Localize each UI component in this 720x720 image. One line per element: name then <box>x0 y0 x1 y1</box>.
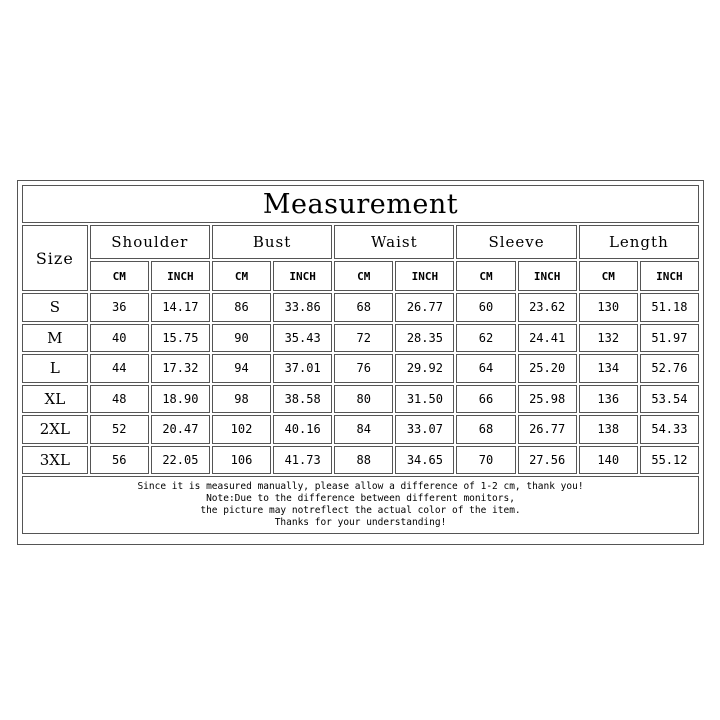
table-cell: 41.73 <box>273 446 332 475</box>
size-label: L <box>22 354 88 383</box>
table-row <box>22 446 699 475</box>
table-cell: 48 <box>90 385 149 414</box>
table-cell: 64 <box>456 354 515 383</box>
table-cell: 90 <box>212 324 271 353</box>
unit-header-inch: INCH <box>395 261 454 291</box>
table-row <box>22 415 699 444</box>
note-line: the picture may notreflect the actual color of the item. <box>200 505 521 516</box>
table-cell: 34.65 <box>395 446 454 475</box>
unit-header-cm: CM <box>334 261 393 291</box>
table-cell: 72 <box>334 324 393 353</box>
chart-title: Measurement <box>22 185 699 223</box>
table-row <box>22 324 699 353</box>
table-cell: 44 <box>90 354 149 383</box>
table-cell: 68 <box>456 415 515 444</box>
table-cell: 132 <box>579 324 638 353</box>
size-table <box>20 183 701 536</box>
table-cell: 37.01 <box>273 354 332 383</box>
table-cell: 40 <box>90 324 149 353</box>
table-cell: 70 <box>456 446 515 475</box>
size-label: 2XL <box>22 415 88 444</box>
table-cell: 62 <box>456 324 515 353</box>
unit-header-cm: CM <box>579 261 638 291</box>
table-cell: 51.18 <box>640 293 699 322</box>
size-label: 3XL <box>22 446 88 475</box>
column-header-bust: Bust <box>212 225 332 259</box>
table-cell: 24.41 <box>518 324 577 353</box>
table-row <box>22 385 699 414</box>
table-cell: 76 <box>334 354 393 383</box>
table-cell: 80 <box>334 385 393 414</box>
table-cell: 35.43 <box>273 324 332 353</box>
table-cell: 84 <box>334 415 393 444</box>
table-cell: 54.33 <box>640 415 699 444</box>
table-row <box>22 354 699 383</box>
table-cell: 68 <box>334 293 393 322</box>
table-cell: 31.50 <box>395 385 454 414</box>
table-cell: 88 <box>334 446 393 475</box>
column-header-waist: Waist <box>334 225 454 259</box>
size-label: S <box>22 293 88 322</box>
table-cell: 17.32 <box>151 354 210 383</box>
unit-header-cm: CM <box>456 261 515 291</box>
table-cell: 52 <box>90 415 149 444</box>
column-header-shoulder: Shoulder <box>90 225 210 259</box>
table-cell: 134 <box>579 354 638 383</box>
table-cell: 25.20 <box>518 354 577 383</box>
table-cell: 15.75 <box>151 324 210 353</box>
table-cell: 38.58 <box>273 385 332 414</box>
note-box <box>22 476 699 534</box>
table-cell: 102 <box>212 415 271 444</box>
size-label: XL <box>22 385 88 414</box>
table-cell: 52.76 <box>640 354 699 383</box>
unit-header-inch: INCH <box>151 261 210 291</box>
table-cell: 22.05 <box>151 446 210 475</box>
unit-header-inch: INCH <box>273 261 332 291</box>
table-cell: 20.47 <box>151 415 210 444</box>
unit-header-cm: CM <box>90 261 149 291</box>
table-cell: 66 <box>456 385 515 414</box>
size-column-header: Size <box>22 225 88 291</box>
size-chart <box>17 180 704 545</box>
table-cell: 53.54 <box>640 385 699 414</box>
table-cell: 27.56 <box>518 446 577 475</box>
table-cell: 136 <box>579 385 638 414</box>
table-cell: 26.77 <box>518 415 577 444</box>
column-header-sleeve: Sleeve <box>456 225 576 259</box>
table-cell: 14.17 <box>151 293 210 322</box>
unit-header-inch: INCH <box>518 261 577 291</box>
table-row <box>22 293 699 322</box>
note-line: Since it is measured manually, please allow a difference of 1-2 cm, thank you! <box>137 481 584 492</box>
table-cell: 140 <box>579 446 638 475</box>
table-cell: 36 <box>90 293 149 322</box>
table-cell: 56 <box>90 446 149 475</box>
table-cell: 40.16 <box>273 415 332 444</box>
table-cell: 23.62 <box>518 293 577 322</box>
note-line: Note:Due to the difference between different monitors, <box>206 493 515 504</box>
unit-header-inch: INCH <box>640 261 699 291</box>
table-cell: 130 <box>579 293 638 322</box>
table-cell: 98 <box>212 385 271 414</box>
table-cell: 25.98 <box>518 385 577 414</box>
table-cell: 26.77 <box>395 293 454 322</box>
table-cell: 55.12 <box>640 446 699 475</box>
table-cell: 33.07 <box>395 415 454 444</box>
table-cell: 94 <box>212 354 271 383</box>
table-cell: 138 <box>579 415 638 444</box>
size-label: M <box>22 324 88 353</box>
table-cell: 60 <box>456 293 515 322</box>
table-cell: 28.35 <box>395 324 454 353</box>
table-cell: 86 <box>212 293 271 322</box>
table-cell: 29.92 <box>395 354 454 383</box>
note-line: Thanks for your understanding! <box>274 517 447 528</box>
unit-header-cm: CM <box>212 261 271 291</box>
table-cell: 18.90 <box>151 385 210 414</box>
table-cell: 33.86 <box>273 293 332 322</box>
table-cell: 106 <box>212 446 271 475</box>
column-header-length: Length <box>579 225 699 259</box>
table-cell: 51.97 <box>640 324 699 353</box>
